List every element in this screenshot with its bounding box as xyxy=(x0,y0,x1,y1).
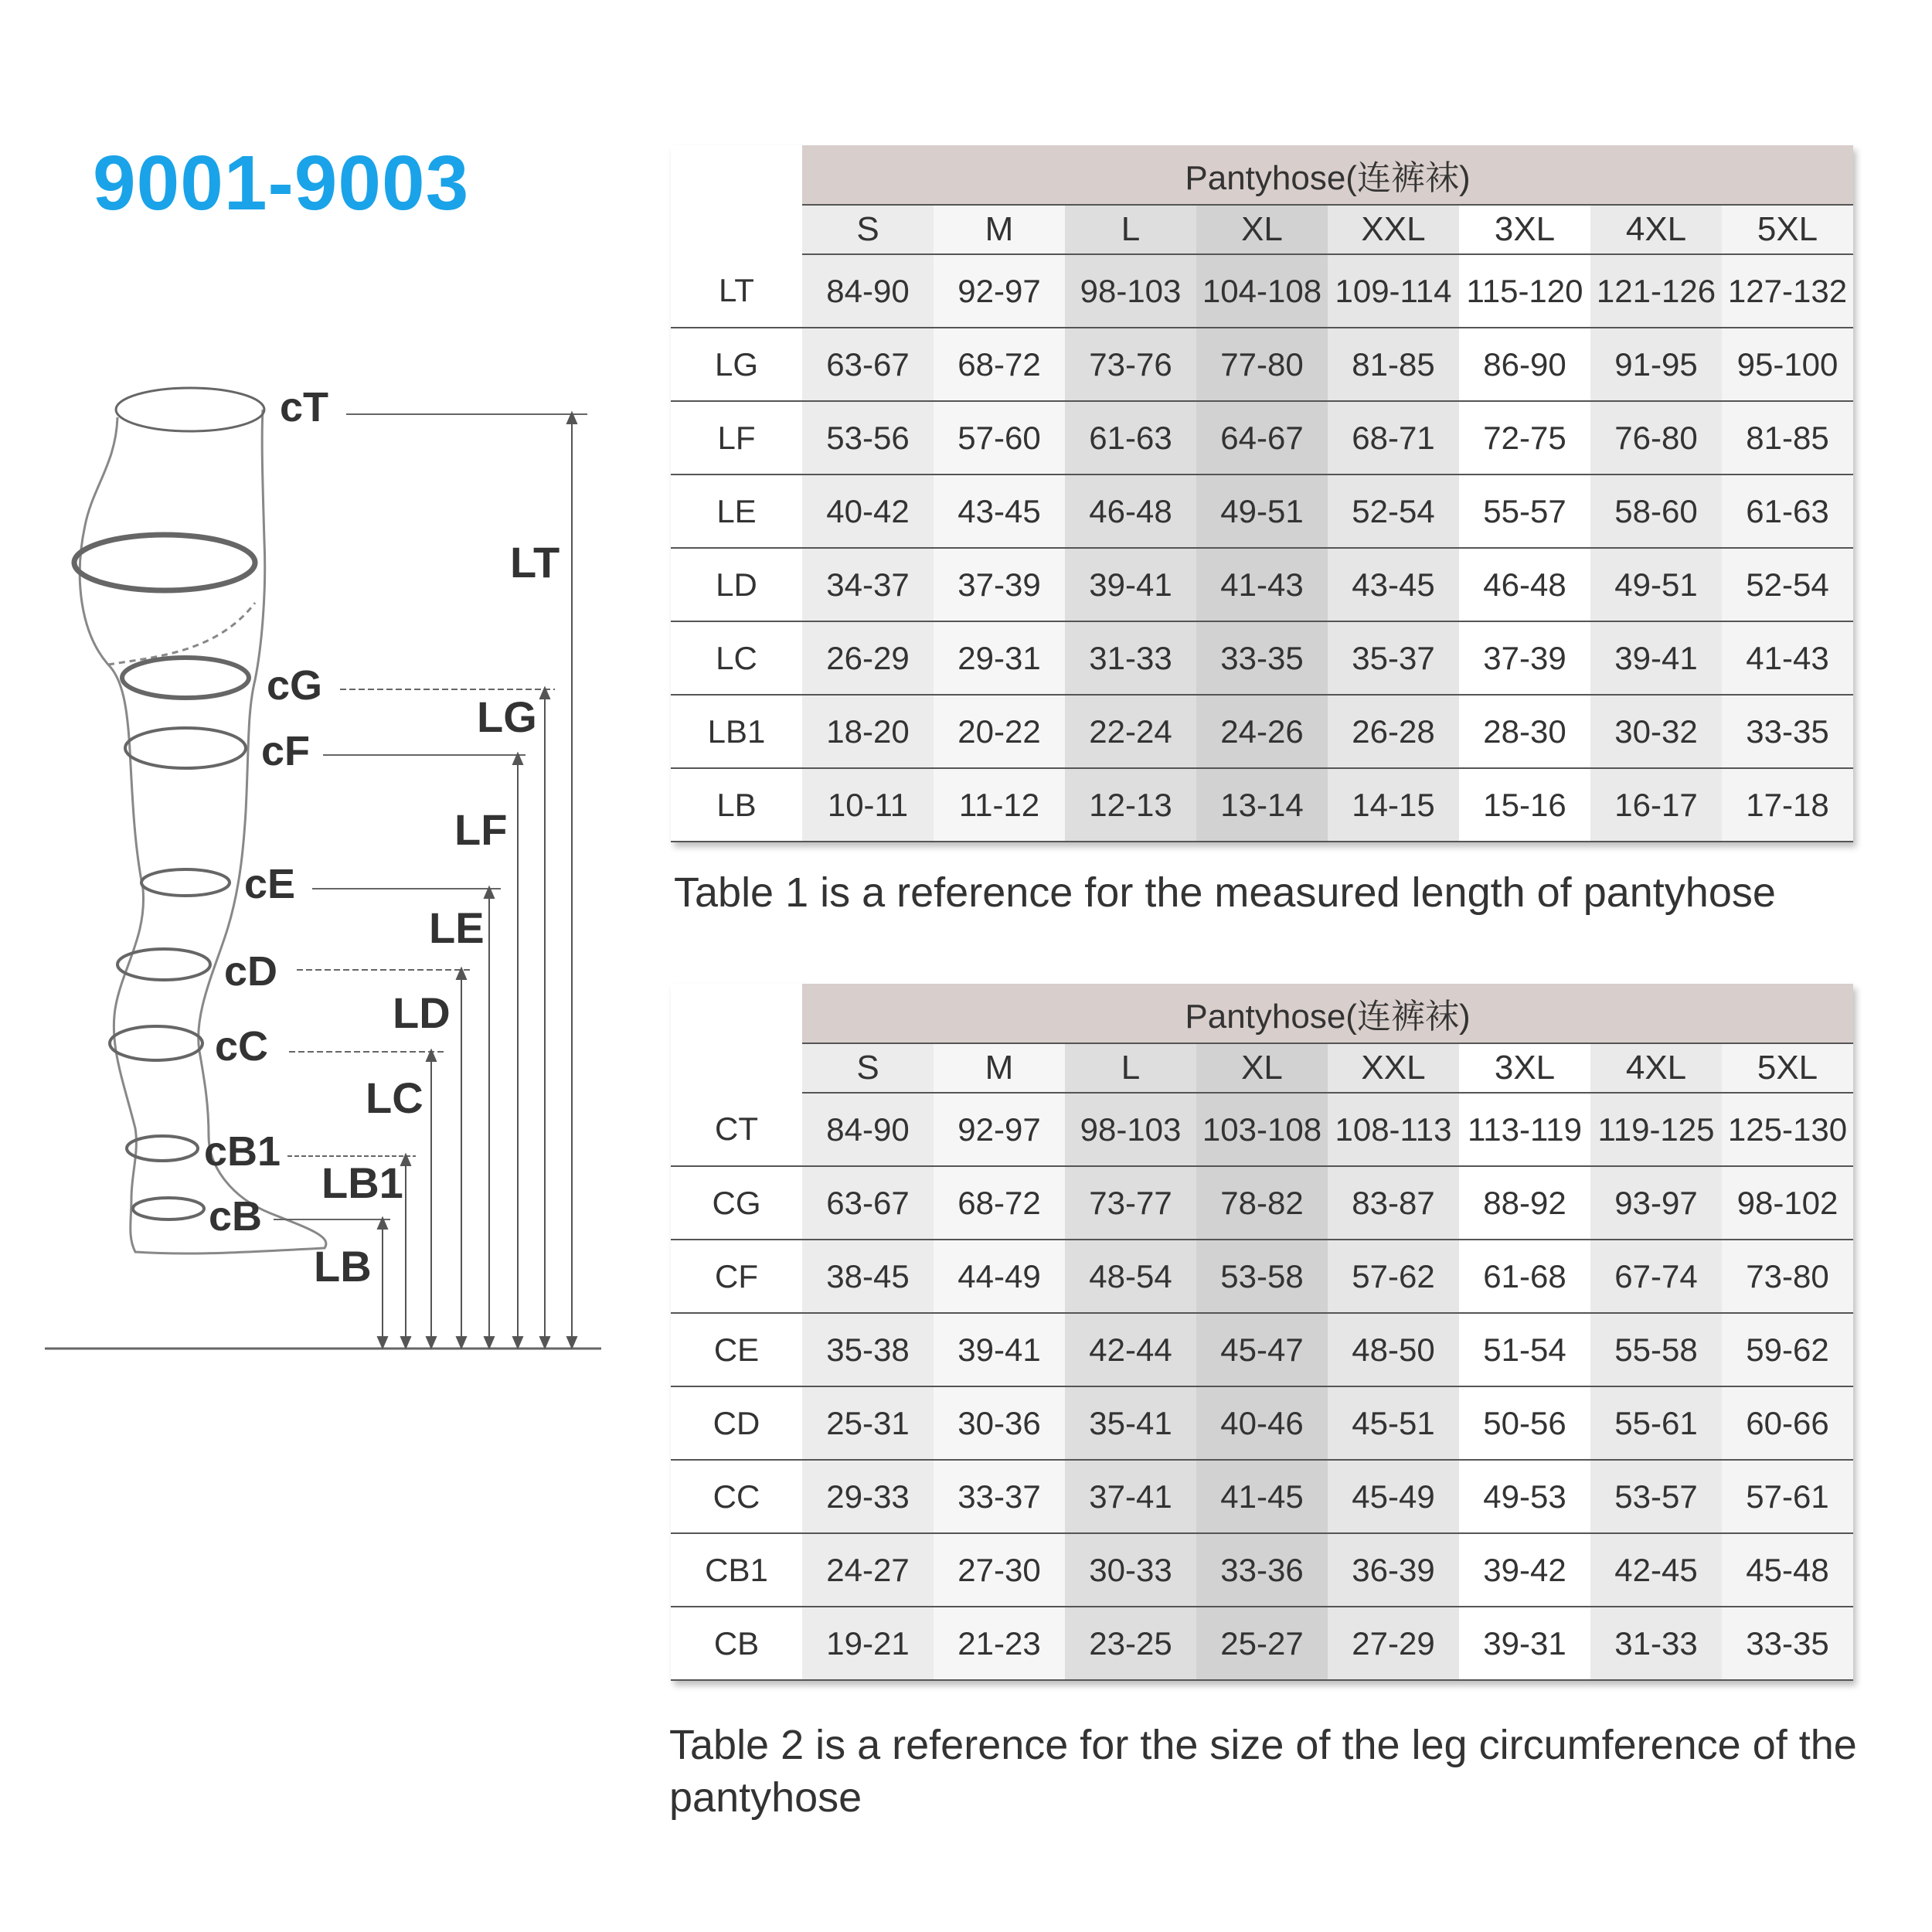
table-cell: 43-45 xyxy=(1328,548,1459,621)
table-cell: 39-42 xyxy=(1459,1533,1590,1607)
table-cell: 23-25 xyxy=(1065,1607,1196,1680)
circumference-size-table xyxy=(671,984,1853,1681)
label-LE: LE xyxy=(429,903,485,952)
table-cell: 33-37 xyxy=(934,1460,1065,1533)
table-cell: 34-37 xyxy=(802,548,934,621)
table-cell: 21-23 xyxy=(934,1607,1065,1680)
size-header: XL xyxy=(1196,205,1328,254)
table-cell: 98-103 xyxy=(1065,1093,1196,1166)
table-cell: 59-62 xyxy=(1722,1313,1853,1386)
table-cell: 41-45 xyxy=(1196,1460,1328,1533)
leg-measurement-diagram xyxy=(0,348,618,1368)
row-label: CB xyxy=(671,1607,802,1680)
table-cell: 61-63 xyxy=(1722,474,1853,548)
table-cell: 63-67 xyxy=(802,1166,934,1240)
row-label: CD xyxy=(671,1386,802,1460)
length-table xyxy=(671,145,1853,842)
table-cell: 24-26 xyxy=(1196,695,1328,768)
table-cell: 37-39 xyxy=(934,548,1065,621)
table-cell: 58-60 xyxy=(1590,474,1722,548)
size-header: 4XL xyxy=(1590,1043,1722,1093)
table-cell: 46-48 xyxy=(1459,548,1590,621)
table-row xyxy=(671,254,1853,328)
row-label: LT xyxy=(671,254,802,328)
label-cC: cC xyxy=(215,1023,269,1070)
ring-cD xyxy=(117,949,210,980)
row-label: LE xyxy=(671,474,802,548)
ring-cT xyxy=(116,388,264,431)
label-LG: LG xyxy=(477,692,537,741)
label-cB: cB xyxy=(209,1193,263,1240)
table-cell: 73-77 xyxy=(1065,1166,1196,1240)
row-label: CE xyxy=(671,1313,802,1386)
table-cell: 92-97 xyxy=(934,254,1065,328)
table-cell: 40-46 xyxy=(1196,1386,1328,1460)
table-row xyxy=(671,1166,1853,1240)
table-cell: 73-76 xyxy=(1065,328,1196,401)
label-cF: cF xyxy=(261,728,311,774)
table-group-header: Pantyhose(连裤袜) xyxy=(802,984,1853,1043)
table1-caption: Table 1 is a reference for the measured length of pantyhose xyxy=(674,869,1776,916)
table-cell: 57-62 xyxy=(1328,1240,1459,1313)
size-header: 5XL xyxy=(1722,1043,1853,1093)
table-cell: 37-41 xyxy=(1065,1460,1196,1533)
table-cell: 31-33 xyxy=(1065,621,1196,695)
ring-cB xyxy=(133,1198,204,1219)
table-cell: 44-49 xyxy=(934,1240,1065,1313)
table-cell: 55-57 xyxy=(1459,474,1590,548)
row-label: LB xyxy=(671,768,802,842)
table-cell: 39-31 xyxy=(1459,1607,1590,1680)
table-cell: 53-56 xyxy=(802,401,934,474)
ring-cG xyxy=(122,658,249,698)
size-header: 4XL xyxy=(1590,205,1722,254)
ring-thigh xyxy=(74,535,255,590)
size-header: S xyxy=(802,205,934,254)
table-cell: 73-80 xyxy=(1722,1240,1853,1313)
table-cell: 91-95 xyxy=(1590,328,1722,401)
table-row xyxy=(671,1313,1853,1386)
table-cell: 81-85 xyxy=(1722,401,1853,474)
label-LT: LT xyxy=(510,538,560,587)
size-header: L xyxy=(1065,205,1196,254)
row-label: CT xyxy=(671,1093,802,1166)
row-label: LG xyxy=(671,328,802,401)
table-cell: 28-30 xyxy=(1459,695,1590,768)
table-cell: 16-17 xyxy=(1590,768,1722,842)
table-cell: 42-44 xyxy=(1065,1313,1196,1386)
ring-cB1 xyxy=(127,1136,198,1161)
label-LB1: LB1 xyxy=(321,1158,403,1207)
table-cell: 109-114 xyxy=(1328,254,1459,328)
table-cell: 48-50 xyxy=(1328,1313,1459,1386)
table-cell: 63-67 xyxy=(802,328,934,401)
table-row xyxy=(671,768,1853,842)
model-number: 9001-9003 xyxy=(93,140,470,226)
table-cell: 26-29 xyxy=(802,621,934,695)
size-header: M xyxy=(934,1043,1065,1093)
label-cE: cE xyxy=(244,861,296,907)
table-cell: 88-92 xyxy=(1459,1166,1590,1240)
table-cell: 39-41 xyxy=(1065,548,1196,621)
table-cell: 55-58 xyxy=(1590,1313,1722,1386)
row-label: LB1 xyxy=(671,695,802,768)
table-body xyxy=(671,254,1853,842)
table-cell: 19-21 xyxy=(802,1607,934,1680)
table-cell: 78-82 xyxy=(1196,1166,1328,1240)
row-label: CG xyxy=(671,1166,802,1240)
table-cell: 41-43 xyxy=(1196,548,1328,621)
table-row xyxy=(671,1460,1853,1533)
table-cell: 68-71 xyxy=(1328,401,1459,474)
size-header: XL xyxy=(1196,1043,1328,1093)
size-header: L xyxy=(1065,1043,1196,1093)
table-cell: 113-119 xyxy=(1459,1093,1590,1166)
table-cell: 29-31 xyxy=(934,621,1065,695)
table-cell: 39-41 xyxy=(934,1313,1065,1386)
table-row xyxy=(671,474,1853,548)
table-corner xyxy=(671,984,802,1093)
table-cell: 27-29 xyxy=(1328,1607,1459,1680)
ring-cC xyxy=(110,1026,202,1060)
table-cell: 25-31 xyxy=(802,1386,934,1460)
table-cell: 103-108 xyxy=(1196,1093,1328,1166)
table-cell: 83-87 xyxy=(1328,1166,1459,1240)
table-body xyxy=(671,1093,1853,1680)
table-row xyxy=(671,1386,1853,1460)
table-cell: 41-43 xyxy=(1722,621,1853,695)
label-cD: cD xyxy=(224,948,278,995)
length-size-table xyxy=(671,145,1853,842)
row-label: CB1 xyxy=(671,1533,802,1607)
table-cell: 26-28 xyxy=(1328,695,1459,768)
label-LB: LB xyxy=(314,1242,372,1291)
table-cell: 30-32 xyxy=(1590,695,1722,768)
table-cell: 98-102 xyxy=(1722,1166,1853,1240)
table-cell: 37-39 xyxy=(1459,621,1590,695)
table-cell: 35-38 xyxy=(802,1313,934,1386)
table-cell: 30-33 xyxy=(1065,1533,1196,1607)
table-cell: 33-35 xyxy=(1722,1607,1853,1680)
table-cell: 60-66 xyxy=(1722,1386,1853,1460)
table-cell: 61-68 xyxy=(1459,1240,1590,1313)
table-cell: 27-30 xyxy=(934,1533,1065,1607)
table-cell: 33-35 xyxy=(1196,621,1328,695)
size-header: 5XL xyxy=(1722,205,1853,254)
table-cell: 42-45 xyxy=(1590,1533,1722,1607)
table-cell: 29-33 xyxy=(802,1460,934,1533)
table-cell: 36-39 xyxy=(1328,1533,1459,1607)
table-cell: 51-54 xyxy=(1459,1313,1590,1386)
size-header: XXL xyxy=(1328,205,1459,254)
table-row xyxy=(671,401,1853,474)
table-corner xyxy=(671,145,802,254)
row-label: LC xyxy=(671,621,802,695)
table-cell: 108-113 xyxy=(1328,1093,1459,1166)
table-cell: 64-67 xyxy=(1196,401,1328,474)
table-cell: 33-36 xyxy=(1196,1533,1328,1607)
circumference-table xyxy=(671,984,1853,1681)
table-cell: 53-58 xyxy=(1196,1240,1328,1313)
table-row xyxy=(671,1240,1853,1313)
table-row xyxy=(671,548,1853,621)
row-label: LF xyxy=(671,401,802,474)
table-cell: 95-100 xyxy=(1722,328,1853,401)
table-cell: 39-41 xyxy=(1590,621,1722,695)
table-cell: 18-20 xyxy=(802,695,934,768)
table-cell: 52-54 xyxy=(1722,548,1853,621)
table-cell: 50-56 xyxy=(1459,1386,1590,1460)
table-cell: 92-97 xyxy=(934,1093,1065,1166)
table-cell: 84-90 xyxy=(802,1093,934,1166)
size-header: XXL xyxy=(1328,1043,1459,1093)
table-cell: 93-97 xyxy=(1590,1166,1722,1240)
table-cell: 22-24 xyxy=(1065,695,1196,768)
label-cG: cG xyxy=(267,662,323,709)
table-cell: 104-108 xyxy=(1196,254,1328,328)
table-cell: 35-37 xyxy=(1328,621,1459,695)
table-cell: 10-11 xyxy=(802,768,934,842)
table-cell: 11-12 xyxy=(934,768,1065,842)
table-cell: 49-53 xyxy=(1459,1460,1590,1533)
table-cell: 45-48 xyxy=(1722,1533,1853,1607)
table-cell: 49-51 xyxy=(1196,474,1328,548)
table-cell: 40-42 xyxy=(802,474,934,548)
table-cell: 45-47 xyxy=(1196,1313,1328,1386)
table-cell: 13-14 xyxy=(1196,768,1328,842)
table-cell: 31-33 xyxy=(1590,1607,1722,1680)
table-cell: 45-51 xyxy=(1328,1386,1459,1460)
table-cell: 46-48 xyxy=(1065,474,1196,548)
table-cell: 20-22 xyxy=(934,695,1065,768)
table-cell: 17-18 xyxy=(1722,768,1853,842)
table-group-header: Pantyhose(连裤袜) xyxy=(802,145,1853,205)
table-cell: 98-103 xyxy=(1065,254,1196,328)
table-cell: 77-80 xyxy=(1196,328,1328,401)
table-cell: 115-120 xyxy=(1459,254,1590,328)
table-cell: 57-60 xyxy=(934,401,1065,474)
table-cell: 72-75 xyxy=(1459,401,1590,474)
table-cell: 25-27 xyxy=(1196,1607,1328,1680)
table-row xyxy=(671,1607,1853,1680)
table-cell: 121-126 xyxy=(1590,254,1722,328)
table-cell: 119-125 xyxy=(1590,1093,1722,1166)
label-cB1: cB1 xyxy=(204,1128,281,1175)
table-row xyxy=(671,695,1853,768)
table-cell: 76-80 xyxy=(1590,401,1722,474)
table-cell: 125-130 xyxy=(1722,1093,1853,1166)
table-cell: 30-36 xyxy=(934,1386,1065,1460)
table-cell: 86-90 xyxy=(1459,328,1590,401)
table-cell: 84-90 xyxy=(802,254,934,328)
table-cell: 12-13 xyxy=(1065,768,1196,842)
table-row xyxy=(671,1093,1853,1166)
row-label: CF xyxy=(671,1240,802,1313)
size-header: S xyxy=(802,1043,934,1093)
label-LC: LC xyxy=(366,1073,423,1122)
size-header: 3XL xyxy=(1459,1043,1590,1093)
row-label: CC xyxy=(671,1460,802,1533)
ring-cF xyxy=(125,728,246,768)
table-row xyxy=(671,1533,1853,1607)
table-cell: 43-45 xyxy=(934,474,1065,548)
table-cell: 24-27 xyxy=(802,1533,934,1607)
table-cell: 55-61 xyxy=(1590,1386,1722,1460)
table-cell: 127-132 xyxy=(1722,254,1853,328)
table-cell: 52-54 xyxy=(1328,474,1459,548)
size-header: 3XL xyxy=(1459,205,1590,254)
table-row xyxy=(671,328,1853,401)
table-cell: 49-51 xyxy=(1590,548,1722,621)
table-cell: 48-54 xyxy=(1065,1240,1196,1313)
row-label: LD xyxy=(671,548,802,621)
table-cell: 35-41 xyxy=(1065,1386,1196,1460)
table-row xyxy=(671,621,1853,695)
label-cT: cT xyxy=(280,384,329,430)
table-cell: 45-49 xyxy=(1328,1460,1459,1533)
table-cell: 67-74 xyxy=(1590,1240,1722,1313)
table-cell: 53-57 xyxy=(1590,1460,1722,1533)
table2-caption: Table 2 is a reference for the size of the leg circumference of the pantyhose xyxy=(669,1722,1857,1821)
label-LF: LF xyxy=(454,805,508,854)
table-cell: 61-63 xyxy=(1065,401,1196,474)
table-cell: 57-61 xyxy=(1722,1460,1853,1533)
table-cell: 81-85 xyxy=(1328,328,1459,401)
table-cell: 15-16 xyxy=(1459,768,1590,842)
ring-cE xyxy=(141,869,230,896)
size-header: M xyxy=(934,205,1065,254)
table-cell: 33-35 xyxy=(1722,695,1853,768)
label-LD: LD xyxy=(393,988,451,1037)
table-cell: 68-72 xyxy=(934,1166,1065,1240)
table-cell: 14-15 xyxy=(1328,768,1459,842)
table-cell: 38-45 xyxy=(802,1240,934,1313)
table-cell: 68-72 xyxy=(934,328,1065,401)
